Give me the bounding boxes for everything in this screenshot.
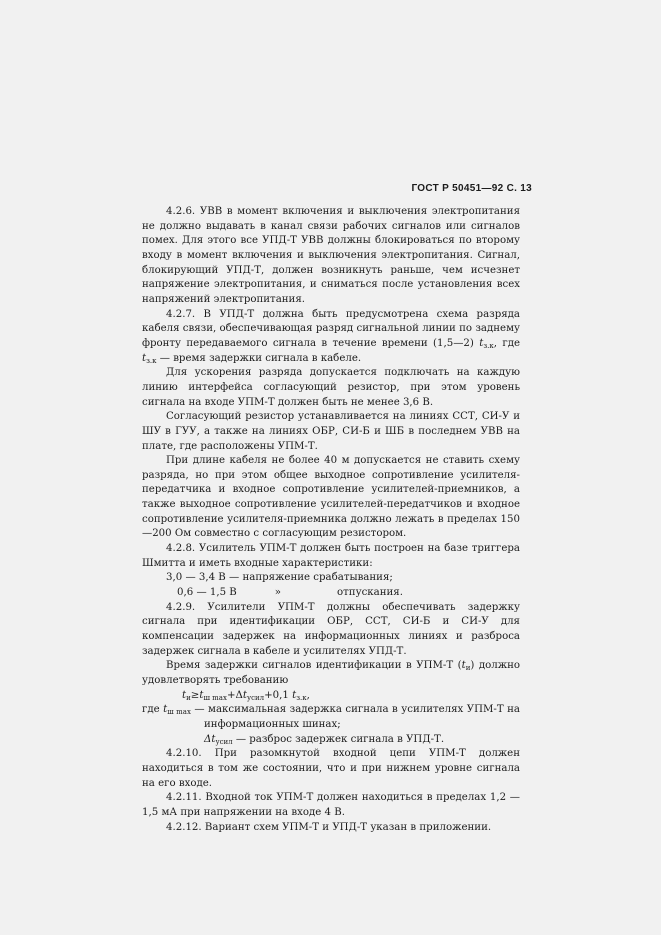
paragraph-4-2-6: 4.2.6. УВВ в момент включения и выключения электропитания не должно выдавать в канал связи рабочих сигналов или сигналов помех. Для этого все УПД-Т УВВ должны блокироваться по второму входу в момент включения и выключения электропитания. Сигнал, блокирующий УПД-Т, должен возникнуть раньше, чем исчезнет напряжение электропитания, и сниматься после установления всех напряжений электропитания. — [142, 206, 520, 305]
page-header: ГОСТ Р 50451—92 С. 13 — [411, 183, 532, 194]
paragraph-4-2-12: 4.2.12. Вариант схем УПМ-Т и УПД-Т указан в приложении. — [166, 821, 492, 833]
paragraph-4-2-7: 4.2.7. В УПД-Т должна быть предусмотрена схема разряда кабеля связи, обеспечивающая разряд сигнальной линии по заднему фронту передаваемого сигнала в течение времени (1,5—2) $t_{з.к}$, где $t_{з.к}$ — время задержки сигнала в кабеле. — [142, 308, 520, 365]
paragraph-discharge: Для ускорения разряда допускается подключать на каждую линию интерфейса согласующий резистор, при этом уровень сигнала на входе УПМ-Т должен быть не менее 3,6 В. — [142, 367, 520, 408]
delay-formula: $t_и\ge t_{ш max}+\Delta t_{усил}+0,1$ $t_{з.к}$, — [182, 689, 310, 702]
paragraph-4-2-8: 4.2.8. Усилитель УПМ-Т должен быть построен на базе триггера Шмитта и иметь входные характеристики: — [142, 543, 520, 569]
paragraph-4-2-9: 4.2.9. Усилители УПМ-Т должны обеспечивать задержку сигнала при идентификации ОБР, ССТ, СИ-Б и СИ-У для компенсации задержек на информационных линиях и разброса задержек сигнала в кабеле и усилителях УПД-Т. — [142, 601, 520, 657]
definition-max-delay: где $t_{ш max}$ — максимальная задержка сигнала в усилителях УПМ-Т на информационных шинах; — [142, 704, 520, 730]
paragraph-4-2-11: 4.2.11. Входной ток УПМ-Т должен находиться в пределах 1,2 — 1,5 мА при напряжении на входе 4 В. — [142, 792, 520, 818]
characteristic-trigger: 3,0 — 3,4 В — напряжение срабатывания; — [166, 572, 393, 584]
characteristic-release: 0,6 — 1,5 В » отпускания. — [177, 587, 403, 599]
definition-spread: $\Delta t_{усил}$ — разброс задержек сигнала в УПД-Т. — [204, 733, 445, 746]
paragraph-cable-length: При длине кабеля не более 40 м допускается не ставить схему разряда, но при этом общее выходное сопротивление усилителя-передатчика и входное сопротивление усилителей-приемников, а также выходное сопротивление усилителей-передатчиков и входное сопротивление усилителя-приемника должно лежать в пределах 150—200 Ом совместно с согласующим резистором. — [142, 455, 520, 540]
paragraph-delay-time: Время задержки сигналов идентификации в УПМ-Т $(t_и)$ должно удовлетворять требованию — [142, 660, 521, 686]
document-body — [142, 205, 520, 835]
paragraph-resistor: Согласующий резистор устанавливается на линиях ССТ, СИ-У и ШУ в ГУУ, а также на линиях ОБР, СИ-Б и ШБ в последнем УВВ на плате, где расположены УПМ-Т. — [142, 411, 520, 452]
paragraph-4-2-10: 4.2.10. При разомкнутой входной цепи УПМ-Т должен находиться в том же состоянии, что и при нижнем уровне сигнала на его входе. — [142, 748, 520, 789]
